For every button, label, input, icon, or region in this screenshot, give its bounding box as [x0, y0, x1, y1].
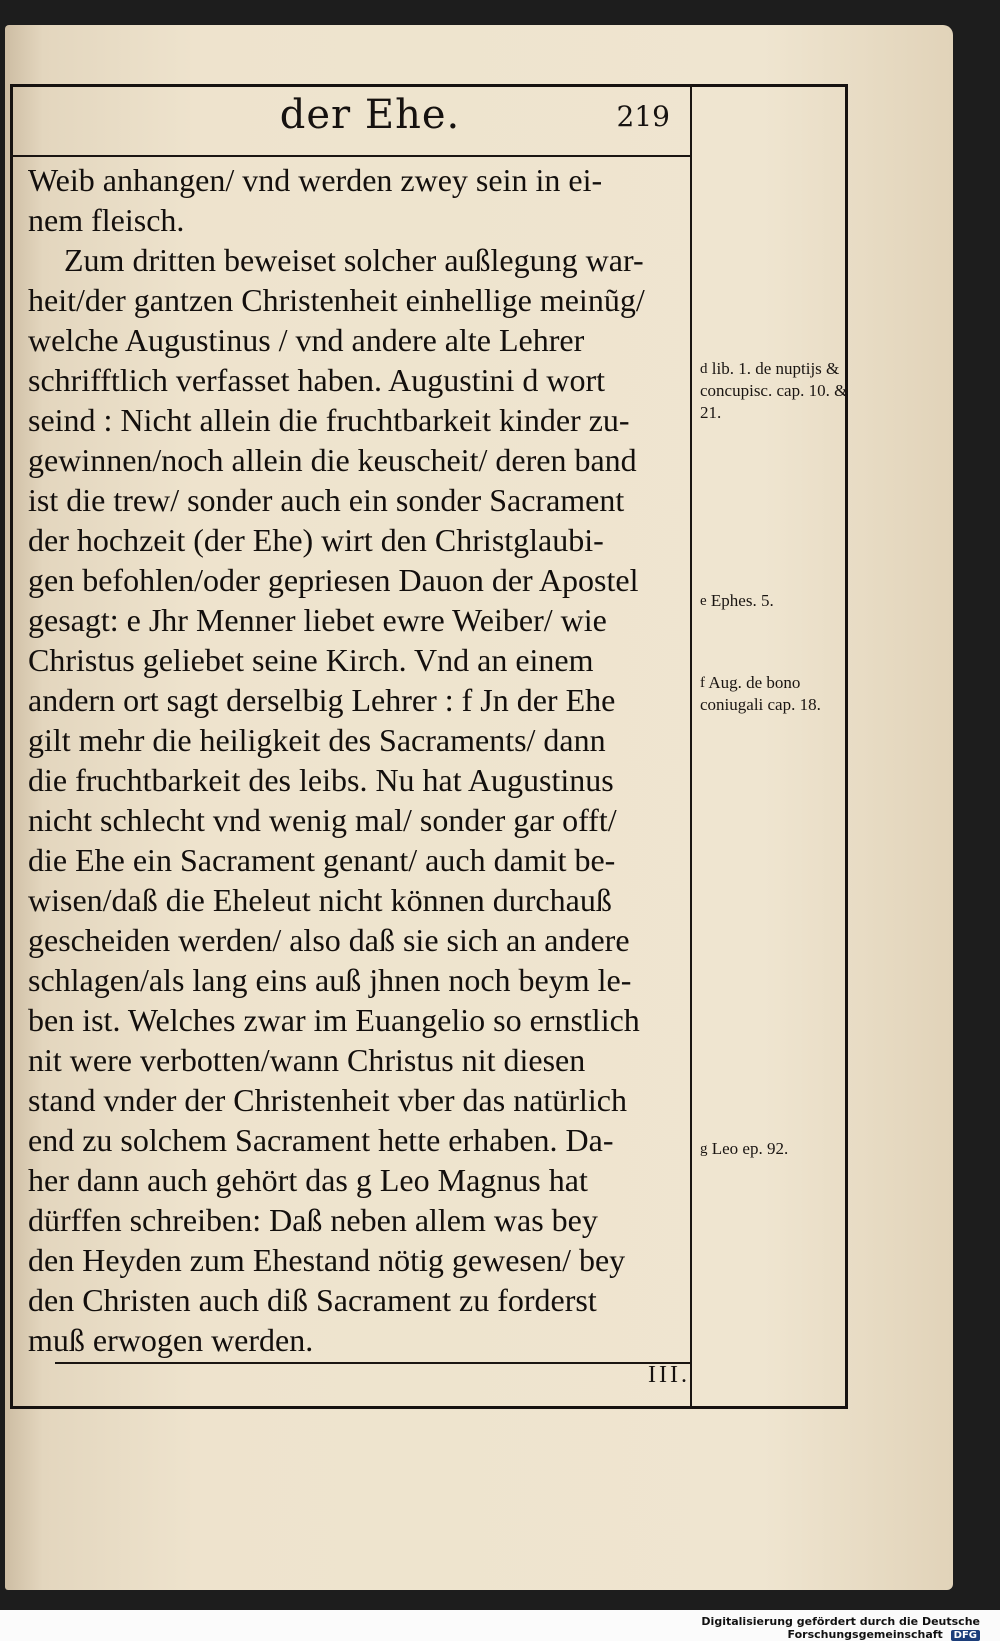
text-line: her dann auch gehört das g Leo Magnus hat — [28, 1162, 588, 1198]
note-text: lib. 1. de nuptijs & concupisc. cap. 10. & 21. — [700, 359, 848, 422]
footer-rule — [55, 1362, 690, 1364]
text-line: nicht schlecht vnd wenig mal/ sonder gar offt/ — [28, 802, 617, 838]
text-line: ist die trew/ sonder auch ein sonder Sacrament — [28, 482, 625, 518]
dfg-logo-icon: DFG — [951, 1630, 980, 1641]
note-mark: e — [700, 593, 707, 609]
credit-text: Digitalisierung gefördert durch die Deutsche Forschungsgemeinschaft — [701, 1615, 980, 1641]
text-line: end zu solchem Sacrament hette erhaben. Da- — [28, 1122, 614, 1158]
text-line: gewinnen/noch allein die keuscheit/ deren band — [28, 442, 637, 478]
text-line: die Ehe ein Sacrament genant/ auch damit be- — [28, 842, 616, 878]
page-number: 219 — [616, 100, 670, 133]
margin-note-g — [700, 1138, 850, 1160]
text-line: dürffen schreiben: Daß neben allem was bey — [28, 1202, 598, 1238]
text-line: heit/der gantzen Christenheit einhellige meinũg/ — [28, 282, 645, 318]
note-mark: f — [700, 675, 705, 691]
text-line: seind : Nicht allein die fruchtbarkeit kinder zu- — [28, 402, 630, 438]
text-line: andern ort sagt derselbig Lehrer : f Jn der Ehe — [28, 682, 616, 718]
text-line: welche Augustinus / vnd andere alte Lehrer — [28, 322, 585, 358]
text-line: ben ist. Welches zwar im Euangelio so ernstlich — [28, 1002, 640, 1038]
text-line: gilt mehr die heiligkeit des Sacraments/ dann — [28, 722, 606, 758]
text-line: schlagen/als lang eins auß jhnen noch beym le- — [28, 962, 632, 998]
text-line: schrifftlich verfasset haben. Augustini d wort — [28, 362, 606, 398]
text-line: gen befohlen/oder gepriesen Dauon der Apostel — [28, 562, 639, 598]
note-text: Ephes. 5. — [710, 591, 774, 610]
text-line: nem fleisch. — [28, 202, 185, 238]
signature-mark: III. — [648, 1362, 690, 1388]
margin-note-e — [700, 590, 850, 612]
text-line: stand vnder der Christenheit vber das natürlich — [28, 1082, 627, 1118]
text-line: Weib anhangen/ vnd werden zwey sein in ei- — [28, 162, 603, 198]
margin-note-f — [700, 672, 850, 716]
text-line: nit were verbotten/wann Christus nit diesen — [28, 1042, 586, 1078]
text-line: den Heyden zum Ehestand nötig gewesen/ bey — [28, 1242, 626, 1278]
text-line: Christus geliebet seine Kirch. Vnd an einem — [28, 642, 594, 678]
text-line: Zum dritten beweiset solcher außlegung war- — [64, 242, 644, 278]
text-line: die fruchtbarkeit des leibs. Nu hat Augustinus — [28, 762, 614, 798]
text-line: muß erwogen werden. — [28, 1322, 314, 1358]
note-text: Leo ep. 92. — [711, 1139, 789, 1158]
digitization-credit — [580, 1615, 980, 1641]
header-rule — [10, 155, 690, 157]
margin-column-rule — [690, 84, 692, 1409]
text-line: gescheiden werden/ also daß sie sich an andere — [28, 922, 630, 958]
running-head: der Ehe. — [279, 92, 461, 138]
text-line: wisen/daß die Eheleut nicht können durchauß — [28, 882, 612, 918]
body-text — [28, 160, 688, 1360]
margin-note-d — [700, 358, 850, 424]
note-mark: g — [700, 1141, 708, 1157]
note-mark: d — [700, 361, 708, 377]
text-line: den Christen auch diß Sacrament zu forderst — [28, 1282, 597, 1318]
note-text: Aug. de bono coniugali cap. 18. — [700, 673, 821, 714]
text-line: gesagt: e Jhr Menner liebet ewre Weiber/ wie — [28, 602, 607, 638]
text-line: der hochzeit (der Ehe) wirt den Christglaubi- — [28, 522, 604, 558]
